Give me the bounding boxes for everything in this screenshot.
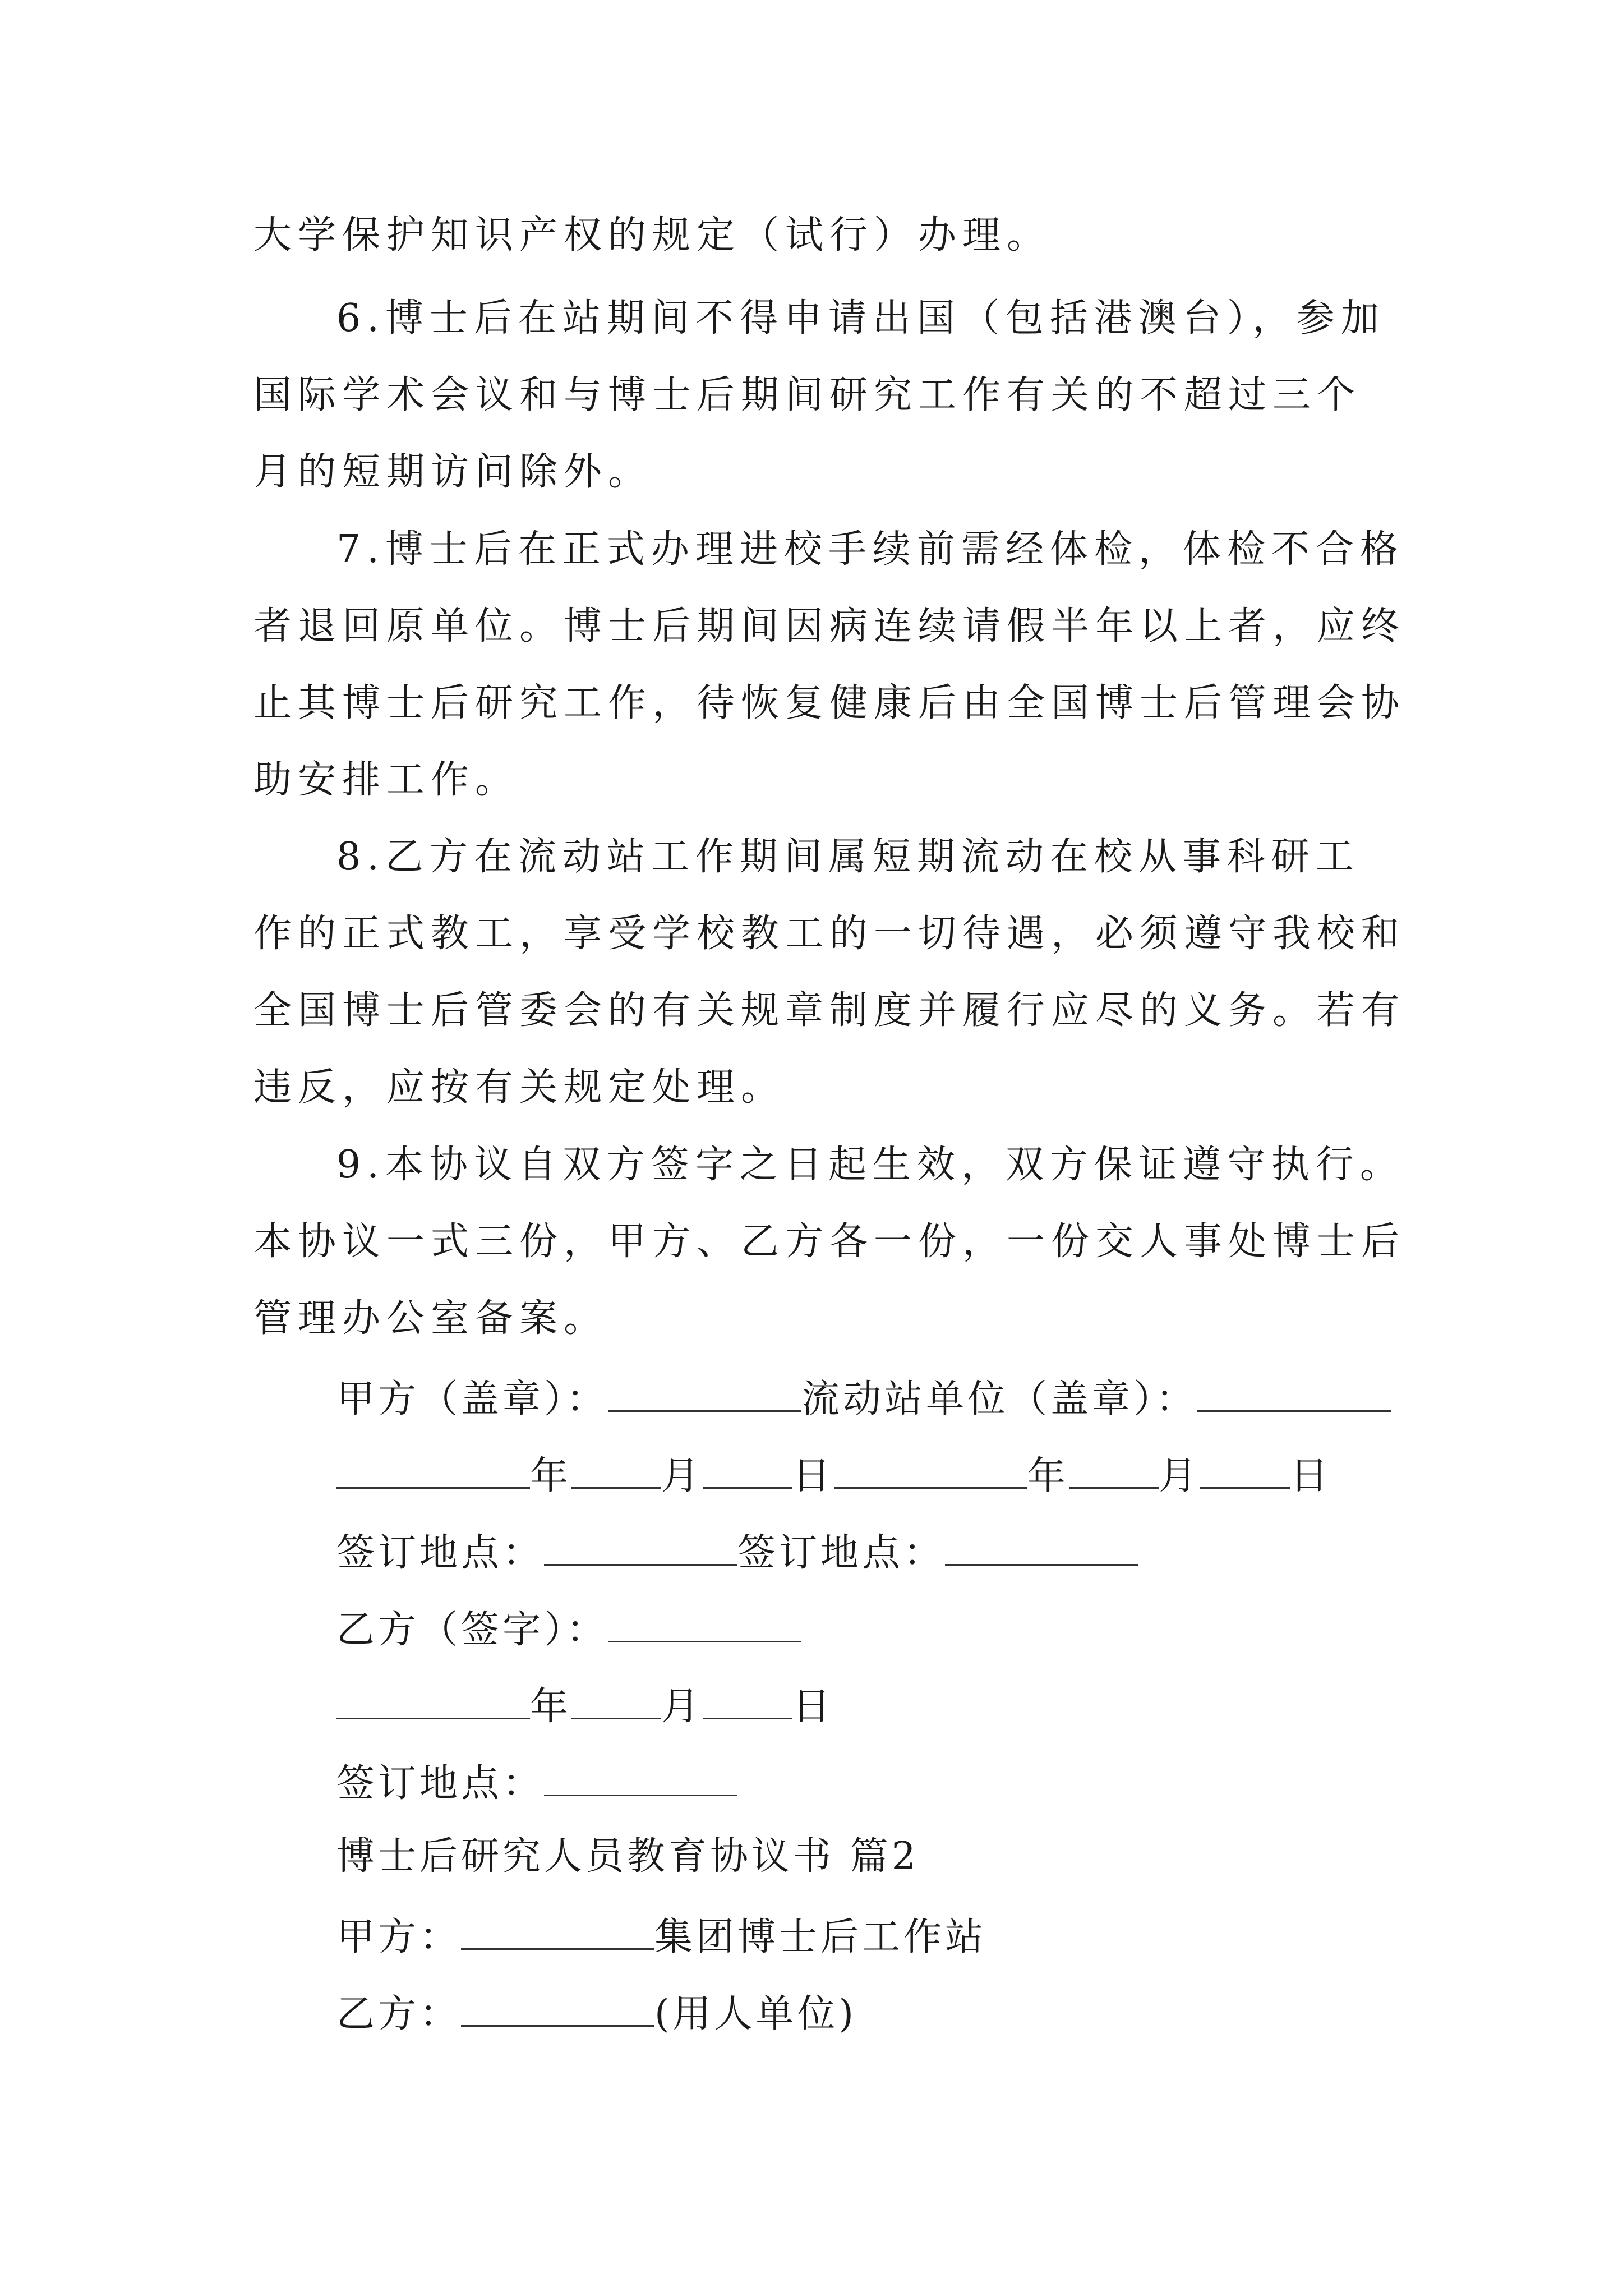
paragraph-9-line-2: 本协议一式三份，甲方、乙方各一份，一份交人事处博士后 <box>253 1220 1406 1264</box>
day-label-b: 日 <box>792 1685 834 1729</box>
paragraph-7-line-4: 助安排工作。 <box>253 758 520 802</box>
place-label-b: 签订地点： <box>336 1761 545 1806</box>
party-b-sign-label: 乙方（签字）： <box>336 1608 608 1652</box>
paragraph-8-line-1: 8.乙方在流动站工作期间属短期流动在校从事科研工 <box>336 835 1360 879</box>
year-blank-b <box>336 1684 530 1719</box>
year-label-2: 年 <box>1027 1454 1069 1498</box>
signature-date-row <box>336 1453 1481 1496</box>
section-2-title: 博士后研究人员教育协议书 篇2 <box>336 1834 919 1879</box>
day-label: 日 <box>792 1454 834 1498</box>
paragraph-8-line-2: 作的正式教工，享受学校教工的一切待遇，必须遵守我校和 <box>253 912 1406 956</box>
paragraph-5-end: 大学保护知识产权的规定（试行）办理。 <box>253 213 1052 257</box>
paragraph-8-line-3: 全国博士后管委会的有关规章制度并履行应尽的义务。若有 <box>253 988 1406 1033</box>
place-label: 签订地点： <box>336 1531 545 1575</box>
place-blank-b <box>544 1761 737 1796</box>
year-label: 年 <box>530 1454 572 1498</box>
year-blank-2 <box>834 1453 1027 1489</box>
section-2-party-a-label: 甲方： <box>336 1915 462 1959</box>
signature-party-b-row <box>336 1607 1481 1652</box>
day-blank-b <box>703 1684 792 1719</box>
party-a-seal-blank <box>608 1377 801 1412</box>
section-2-party-b-blank <box>461 1991 654 2027</box>
section-2-party-b-label: 乙方： <box>336 1992 462 2036</box>
year-label-b: 年 <box>530 1685 572 1729</box>
paragraph-8-line-4: 违反，应按有关规定处理。 <box>253 1065 786 1110</box>
day-blank <box>703 1453 792 1489</box>
paragraph-9-line-1: 9.本协议自双方签字之日起生效，双方保证遵守执行。 <box>336 1143 1404 1187</box>
station-seal-label: 流动站单位（盖章）： <box>801 1377 1198 1421</box>
month-label-b: 月 <box>661 1685 703 1729</box>
paragraph-7-line-3: 止其博士后研究工作，待恢复健康后由全国博士后管理会协 <box>253 681 1406 725</box>
month-blank-2 <box>1069 1453 1159 1489</box>
month-label-2: 月 <box>1159 1454 1201 1498</box>
signature-place-row <box>336 1530 1481 1575</box>
party-b-sign-blank <box>608 1607 801 1642</box>
section-2-party-a-row <box>336 1915 1481 1957</box>
paragraph-6-line-1: 6.博士后在站期间不得申请出国（包括港澳台），参加 <box>336 296 1385 341</box>
paragraph-9-line-3: 管理办公室备案。 <box>253 1296 608 1341</box>
paragraph-6-line-2: 国际学术会议和与博士后期间研究工作有关的不超过三个 <box>253 373 1362 417</box>
day-label-2: 日 <box>1290 1454 1332 1498</box>
day-blank-2 <box>1200 1453 1290 1489</box>
month-blank <box>571 1453 661 1489</box>
section-2-party-b-suffix: (用人单位) <box>654 1992 857 2036</box>
month-blank-b <box>571 1684 661 1719</box>
paragraph-7-line-1: 7.博士后在正式办理进校手续前需经体检，体检不合格 <box>336 527 1404 572</box>
paragraph-6-line-3: 月的短期访问除外。 <box>253 450 653 494</box>
section-2-party-b-row <box>336 1991 1481 2036</box>
signature-place-row-b <box>336 1761 1481 1806</box>
place-label-2: 签订地点： <box>737 1531 946 1575</box>
section-2-party-a-suffix: 集团博士后工作站 <box>654 1915 987 1959</box>
signature-party-a-row <box>336 1377 1481 1419</box>
signature-date-row-b <box>336 1684 1481 1729</box>
place-blank-2 <box>945 1530 1138 1566</box>
party-a-seal-label: 甲方（盖章）： <box>336 1377 608 1421</box>
year-blank <box>336 1453 530 1489</box>
place-blank <box>544 1530 737 1566</box>
month-label: 月 <box>661 1454 703 1498</box>
section-2-party-a-blank <box>461 1915 654 1950</box>
paragraph-7-line-2: 者退回原单位。博士后期间因病连续请假半年以上者，应终 <box>253 604 1406 648</box>
station-seal-blank <box>1197 1377 1391 1412</box>
